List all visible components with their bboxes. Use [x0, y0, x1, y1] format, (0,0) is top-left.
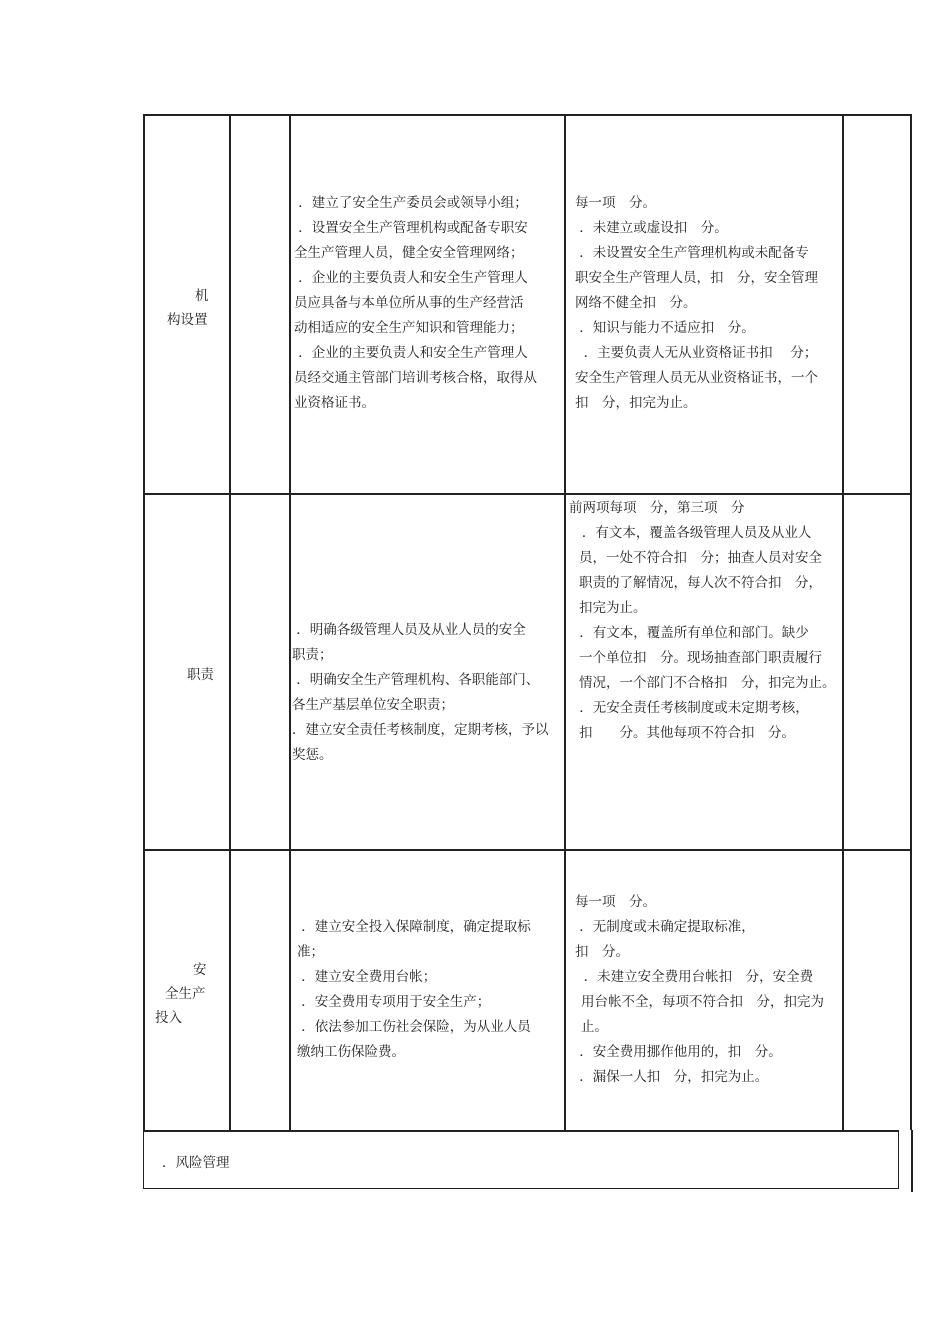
requirement-line: ．明确各级管理人员及从业人员的安全: [292, 622, 526, 638]
requirement-line: 业资格证书。: [294, 395, 375, 411]
scoring-cell: [564, 849, 842, 1130]
requirement-line: ．企业的主要负责人和安全生产管理人: [294, 345, 528, 361]
scoring-line: 扣 分。: [575, 943, 629, 960]
score-cell: [229, 493, 289, 849]
requirement-line: ．建立安全费用台帐；: [297, 968, 437, 985]
item-name-cell: [143, 114, 229, 493]
score-cell: [229, 114, 289, 493]
table-row: [143, 114, 912, 493]
remarks-cell: [842, 849, 912, 1130]
requirement-line: 各生产基层单位安全职责；: [292, 697, 454, 713]
scoring-line: ．未建立或虚设扣 分。: [575, 220, 728, 236]
scoring-line: 情况，一个部门不合格扣 分，扣完为止。: [579, 675, 836, 691]
requirement-line: 动相适应的安全生产知识和管理能力；: [294, 320, 524, 336]
scoring-line: 前两项每项 分，第三项 分: [569, 500, 745, 516]
item-name-cell: [143, 849, 229, 1130]
score-cell: [229, 849, 289, 1130]
scoring-line: 用台帐不全，每项不符合扣 分，扣完为: [581, 993, 824, 1010]
scoring-line: 职责的了解情况，每人次不符合扣 分，: [579, 575, 822, 591]
requirement-line: 缴纳工伤保险费。: [297, 1043, 405, 1060]
requirement-line: ．建立了安全生产委员会或领导小组；: [294, 195, 528, 211]
scoring-line: ．未设置安全生产管理机构或未配备专: [575, 245, 809, 261]
requirement-line: 奖惩。: [292, 747, 333, 763]
scoring-line: 每一项 分。: [575, 893, 656, 910]
scoring-line: ．未建立安全费用台帐扣 分，安全费: [575, 968, 814, 985]
scoring-line: 职安全生产管理人员，扣 分，安全管理: [575, 270, 818, 286]
item-name-line: 全生产: [165, 985, 206, 1002]
requirement-line: 职责；: [292, 647, 333, 663]
item-name-cell: [143, 493, 229, 849]
scoring-line: ．有文本，覆盖所有单位和部门。缺少: [575, 625, 809, 641]
scoring-line: 扣 分。其他每项不符合扣 分。: [579, 725, 795, 741]
requirement-line: ．明确安全生产管理机构、各职能部门、: [292, 672, 540, 688]
requirement-line: 全生产管理人员，健全安全管理网络；: [294, 245, 524, 261]
scoring-cell: [564, 114, 842, 493]
scoring-line: ．漏保一人扣 分，扣完为止。: [575, 1068, 769, 1085]
scoring-line: 止。: [581, 1018, 608, 1035]
remarks-cell: [842, 493, 912, 849]
item-name-line: 机: [195, 287, 209, 304]
scoring-line: 网络不健全扣 分。: [575, 295, 697, 311]
scoring-line: ．无制度或未确定提取标准，: [575, 918, 755, 935]
requirement-line: 员经交通主管部门培训考核合格，取得从: [294, 370, 537, 386]
scoring-line: 扣完为止。: [579, 600, 647, 616]
table-row: [143, 849, 912, 1130]
scoring-line: 一个单位扣 分。现场抽查部门职责履行: [579, 650, 822, 666]
table-row: [143, 493, 912, 849]
section-title: ．风险管理: [162, 1155, 230, 1171]
requirements-cell: [289, 114, 564, 493]
item-name-line: 职责: [187, 667, 214, 683]
requirement-line: 准；: [297, 943, 324, 960]
requirement-line: ．建立安全投入保障制度，确定提取标: [297, 918, 531, 935]
item-name-line: 构设置: [167, 311, 208, 328]
scoring-line: 每一项 分。: [575, 195, 656, 211]
scoring-line: 扣 分，扣完为止。: [575, 395, 697, 411]
requirement-line: ．安全费用专项用于安全生产；: [297, 993, 491, 1010]
table-right-border: [911, 1130, 913, 1192]
requirement-line: ．设置安全生产管理机构或配备专职安: [294, 220, 528, 236]
scoring-line: ．无安全责任考核制度或未定期考核，: [575, 700, 809, 716]
scoring-cell: [564, 493, 842, 849]
section-header-row: [143, 1130, 899, 1189]
remarks-cell: [842, 114, 912, 493]
scoring-line: 安全生产管理人员无从业资格证书，一个: [575, 370, 818, 386]
requirement-line: ．企业的主要负责人和安全生产管理人: [294, 270, 528, 286]
requirements-cell: [289, 849, 564, 1130]
scoring-line: ．安全费用挪作他用的，扣 分。: [575, 1043, 782, 1060]
requirements-cell: [289, 493, 564, 849]
requirement-line: ．依法参加工伤社会保险，为从业人员: [297, 1018, 531, 1035]
scoring-line: ．主要负责人无从业资格证书扣 分；: [575, 345, 818, 361]
requirement-line: 员应具备与本单位所从事的生产经营活: [294, 295, 524, 311]
item-name-line: 投入: [155, 1009, 182, 1026]
requirement-line: ．建立安全责任考核制度，定期考核，予以: [292, 722, 549, 738]
scoring-line: ．有文本，覆盖各级管理人员及从业人: [569, 525, 812, 541]
scoring-line: ．知识与能力不适应扣 分。: [575, 320, 755, 336]
scoring-line: 员，一处不符合扣 分；抽查人员对安全: [579, 550, 822, 566]
item-name-line: 安: [193, 961, 207, 978]
